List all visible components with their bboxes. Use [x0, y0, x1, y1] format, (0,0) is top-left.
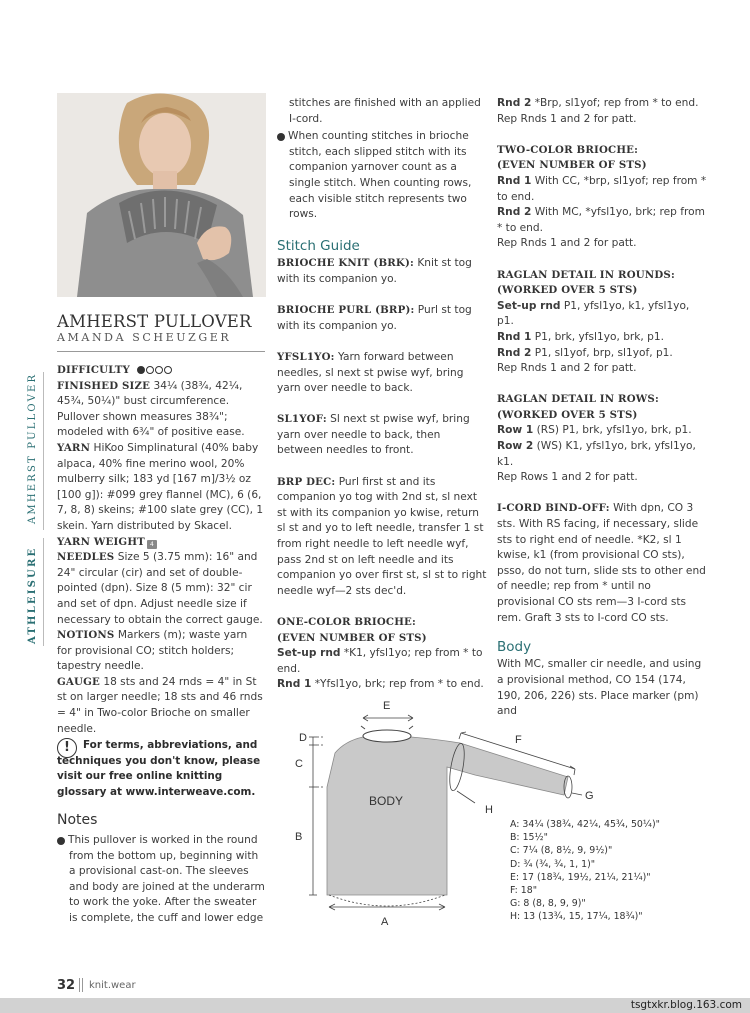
brp-dec-label: BRP DEC:: [277, 475, 336, 488]
difficulty-dot-icon: [155, 366, 163, 374]
column-2: [273, 96, 487, 693]
icord-text: With dpn, CO 3 sts. With RS facing, if necessary, slide sts to right end of needle. *K2, sl 1 kwise, k1 (from provisional CO sts), psso, do not turn, slide sts to other end of needle; rep from * until no provisional CO sts rem—3 I-cord sts rem. Graft 3 sts to I-cord CO sts.: [497, 502, 706, 624]
rr-rnd1-text: P1, brk, yfsl1yo, brk, p1.: [531, 330, 664, 343]
yarn-text: HiKoo Simplinatural (40% baby alpaca, 40% fine merino wool, 20% mulberry silk; 183 yd [167 m]/3½ oz [100 g]): #099 grey flannel (MC), 6 (6, 7, 8, 8) skeins; #100 slate grey (CC), 1 skein. Yarn distributed by Skacel.: [57, 441, 264, 532]
needles-label: NEEDLES: [57, 551, 115, 564]
raglan-rows-heading: RAGLAN DETAIL IN ROWS:: [497, 393, 659, 406]
rr-rnd1-label: Rnd 1: [497, 330, 532, 343]
pattern-title: AMHERST PULLOVER: [57, 312, 252, 331]
two-rep: Rep Rnds 1 and 2 for patt.: [497, 237, 637, 250]
rw-row1-text: (RS) P1, brk, yfsl1yo, brk, p1.: [533, 424, 692, 437]
footer-divider: [82, 978, 83, 992]
two-rnd1-text: With CC, *brp, sl1yof; rep from * to end.: [497, 174, 707, 203]
rr-rnd2-text: P1, sl1yof, brp, sl1yof, p1.: [531, 346, 673, 359]
sl1yof-text: Sl next st pwise wyf, bring yarn over needle to back, then between needles to front.: [277, 413, 470, 457]
measurement-item: E: 17 (18¾, 19½, 21¼, 21¼)": [510, 871, 651, 883]
measurement-item: G: 8 (8, 8, 9, 9)": [510, 898, 586, 910]
one-rnd2-text: *Brp, sl1yof; rep from * to end.: [531, 97, 699, 109]
schematic-label-g: G: [585, 790, 594, 802]
measurement-item: D: ¾ (¾, ¾, 1, 1)": [510, 858, 596, 870]
yarn-weight-label: YARN WEIGHT: [57, 535, 145, 548]
two-color-heading: TWO-COLOR BRIOCHE:: [497, 143, 639, 156]
glossary-note: [57, 738, 265, 800]
one-setup-label: Set-up rnd: [277, 647, 341, 660]
rw-rep: Rep Rows 1 and 2 for patt.: [497, 471, 638, 484]
rw-row2-text: (WS) K1, yfsl1yo, brk, yfsl1yo, k1.: [497, 440, 696, 468]
measurement-item: A: 34¼ (38¾, 42¼, 45¾, 50¼)": [510, 819, 660, 830]
column-3: [497, 96, 707, 720]
two-rnd2-label: Rnd 2: [497, 206, 532, 219]
brp-dec-text: Purl first st and its companion yo tog with 2nd st, sl next st with its companion yo kwise, return sl st and yo to left needle, transfer 1 st from right needle to left needle wyf, pass 2nd st on left needle and its companion yo over first st, sl st to right needle wyf—2 sts dec'd.: [277, 475, 487, 597]
two-rnd1-label: Rnd 1: [497, 174, 532, 187]
notes-bullet-1-text: This pullover is worked in the round from the bottom up, beginning with a provisional cast-on. The sleeves and body are joined at the underarm to work the yoke. After the sweater is complete, the cuff and lower edge: [68, 834, 265, 924]
notes-bullet-2-text: When counting stitches in brioche stitch, each slipped stitch with its companion yarnover count as a single stitch. When counting rows, each visible stitch represents two rows.: [288, 130, 472, 221]
body-heading: Body: [497, 638, 532, 655]
notions-text: Markers (m); waste yarn for provisional CO; stitch holders; tapestry needle.: [57, 629, 248, 673]
raglan-rounds-subheading: (WORKED OVER 5 STS): [497, 284, 638, 297]
measurement-item: B: 15½": [510, 832, 548, 844]
garment-photo: [57, 93, 266, 297]
schematic-label-a: A: [381, 916, 389, 928]
gauge-label: GAUGE: [57, 675, 100, 688]
rr-setup-label: Set-up rnd: [497, 299, 561, 312]
measurements-list: [510, 818, 660, 924]
one-rnd2-label: Rnd 2: [497, 97, 532, 109]
rw-row1-label: Row 1: [497, 424, 534, 437]
bullet-icon: ›: [277, 133, 285, 141]
two-rnd2-text: With MC, *yfsl1yo, brk; rep from * to end.: [497, 206, 705, 234]
alert-icon: !: [57, 738, 77, 758]
one-color-subheading: (EVEN NUMBER OF STS): [277, 631, 427, 644]
finished-size-text: 34¼ (38¾, 42¼, 45¾, 50¼)" bust circumference. Pullover shown measures 38¾"; modeled with 6¾" of positive ease.: [57, 379, 245, 439]
difficulty-dot-filled-icon: [137, 366, 145, 374]
difficulty-label: DIFFICULTY: [57, 364, 131, 376]
bullet-icon: ›: [57, 837, 65, 845]
brp-text: Purl st tog with its companion yo.: [277, 304, 472, 332]
rr-rep: Rep Rnds 1 and 2 for patt.: [497, 362, 637, 375]
sidebar-rule: [43, 372, 44, 530]
notes-bullet-1: [53, 833, 267, 927]
rw-row2-label: Row 2: [497, 440, 534, 453]
publication-name: knit.wear: [89, 980, 136, 991]
one-rnd1-label: Rnd 1: [277, 678, 312, 691]
measurement-item: C: 7¼ (8, 8½, 9, 9½)": [510, 845, 613, 857]
difficulty-rating: [136, 364, 172, 376]
measurement-item: H: 13 (13¾, 15, 17¼, 18¾)": [510, 911, 643, 923]
gauge-text: 18 sts and 24 rnds = 4" in St st on larger needle; 18 sts and 46 rnds = 4" in Two-color Brioche on smaller needle.: [57, 675, 263, 735]
notions-label: NOTIONS: [57, 629, 115, 642]
notes-heading: Notes: [57, 812, 98, 828]
schematic-body-label: BODY: [369, 794, 404, 808]
rr-setup-text: P1, yfsl1yo, k1, yfsl1yo, p1.: [497, 299, 690, 328]
measurement-item: F: 18": [510, 885, 538, 897]
notes-bullet-2: [273, 129, 487, 223]
page-number: 32: [57, 978, 76, 993]
schematic-label-d: D: [299, 732, 307, 744]
sidebar-rule: [43, 538, 44, 646]
info-block: [57, 363, 265, 737]
yarn-weight-icon: 4: [147, 540, 157, 549]
raglan-rounds-heading: RAGLAN DETAIL IN ROUNDS:: [497, 268, 675, 281]
brk-label: BRIOCHE KNIT (BRK):: [277, 257, 414, 270]
title-rule: [57, 351, 265, 352]
glossary-note-text: For terms, abbreviations, and techniques you don't know, please visit our free online knitting glossary at www.interweave.com.: [57, 739, 261, 798]
two-color-subheading: (EVEN NUMBER OF STS): [497, 159, 647, 172]
difficulty-dot-icon: [164, 366, 172, 374]
stitch-guide-heading: Stitch Guide: [277, 237, 360, 254]
icord-label: I-CORD BIND-OFF:: [497, 502, 610, 515]
schematic-label-b: B: [295, 831, 303, 843]
sidebar-section-label: ATHLEISURE: [27, 546, 38, 644]
watermark: tsgtxkr.blog.163.com: [630, 999, 742, 1011]
yarn-label: YARN: [57, 441, 91, 454]
schematic-label-e: E: [383, 700, 391, 712]
sidebar-title-label: AMHERST PULLOVER: [27, 372, 38, 524]
designer-name: AMANDA SCHEUZGER: [57, 331, 232, 344]
brp-label: BRIOCHE PURL (BRP):: [277, 304, 415, 317]
notes-bullet-1-continued: stitches are finished with an applied I-cord.: [289, 97, 481, 125]
body-text: With MC, smaller cir needle, and using a provisional method, CO 154 (174, 190, 206, 226) sts. Place marker (pm) and: [497, 658, 702, 718]
sl1yof-label: SL1YOF:: [277, 413, 327, 426]
one-color-heading: ONE-COLOR BRIOCHE:: [277, 616, 416, 628]
schematic-label-f: F: [515, 734, 522, 746]
needles-text: Size 5 (3.75 mm): 16" and 24" circular (cir) and set of double-pointed (dpn). Size 8 (5 mm): 32" cir and set of dpn. Adjust needle size if necessary to obtain the correct gauge.: [57, 551, 263, 626]
yfsl1yo-label: YFSL1YO:: [277, 350, 335, 363]
difficulty-dot-icon: [146, 366, 154, 374]
raglan-rows-subheading: (WORKED OVER 5 STS): [497, 408, 638, 421]
schematic-label-c: C: [295, 758, 303, 770]
rr-rnd2-label: Rnd 2: [497, 346, 532, 359]
finished-size-label: FINISHED SIZE: [57, 379, 151, 392]
footer-divider: [79, 978, 80, 992]
schematic-label-h: H: [485, 804, 493, 816]
yfsl1yo-text: Yarn forward between needles, sl next st pwise wyf, bring yarn over needle to back.: [277, 350, 464, 395]
one-rep: Rep Rnds 1 and 2 for patt.: [497, 112, 637, 125]
brk-text: Knit st tog with its companion yo.: [277, 257, 472, 285]
one-rnd1-text: *Yfsl1yo, brk; rep from * to end.: [311, 678, 484, 691]
one-setup-text: *K1, yfsl1yo; rep from * to end.: [277, 647, 483, 675]
